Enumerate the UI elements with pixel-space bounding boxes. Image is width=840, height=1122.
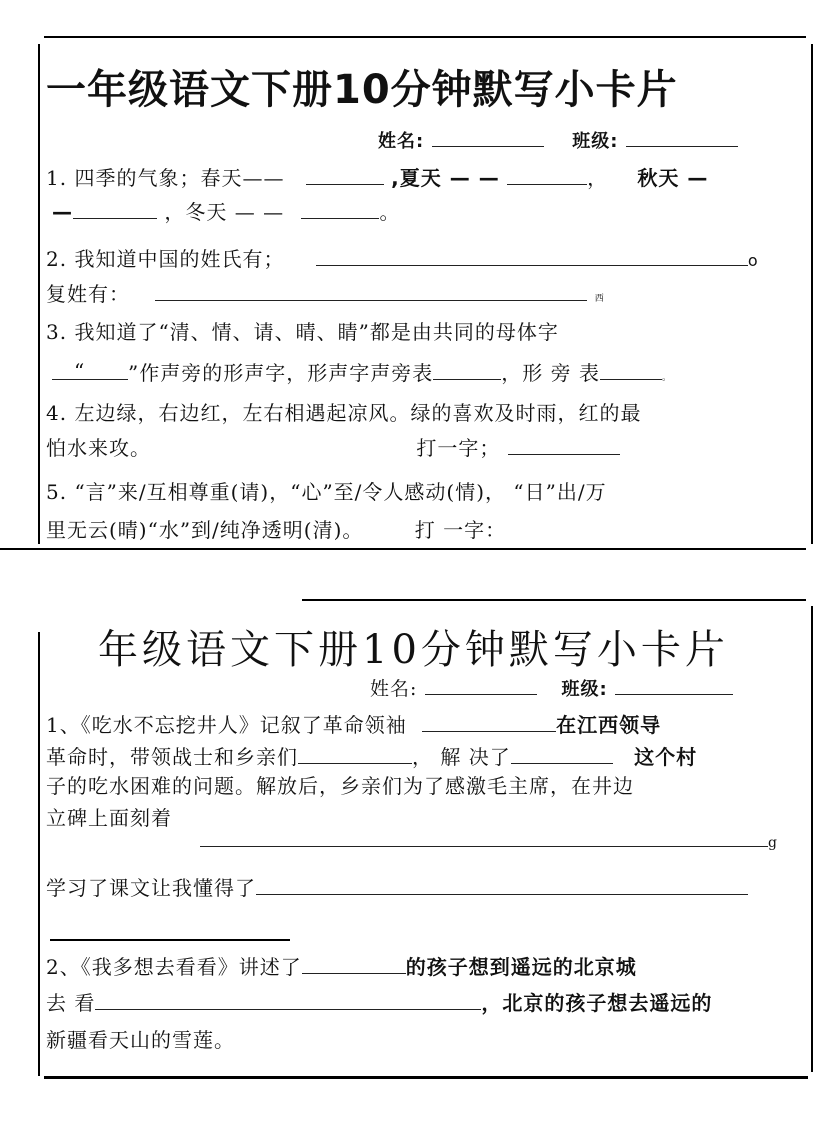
q1-summer-blank[interactable] — [507, 166, 587, 185]
q5-text: 里无云(晴)“水”到/纯净透明(清)。 — [46, 518, 364, 542]
q1-learned-label: 学习了课文让我懂得了 — [46, 876, 256, 900]
class-label: 班级: — [561, 679, 608, 700]
q3-form-blank[interactable] — [600, 361, 662, 380]
card1-q4-line1: 4. 左边绿，右边红，左右相遇起凉风。绿的喜欢及时雨，红的最 — [46, 401, 642, 425]
card1-q5-line2 — [46, 514, 506, 543]
guess-label: 打 一字： — [414, 518, 507, 542]
q4-answer-blank[interactable] — [508, 436, 620, 455]
card2-q2-line2 — [46, 987, 712, 1016]
name-blank[interactable] — [432, 128, 544, 147]
q1-text-bold: 这个村 — [634, 745, 698, 769]
name-blank[interactable] — [425, 676, 537, 695]
dash: — — [52, 200, 73, 224]
q3-form-label: ，形 旁 表 — [501, 361, 600, 385]
end-mark: g — [768, 835, 778, 851]
q2-see-blank[interactable] — [95, 991, 481, 1010]
q3-sound-blank[interactable] — [433, 361, 501, 380]
card1-q3-line1: 3. 我知道了“清、情、请、晴、睛”都是由共同的母体字 — [46, 320, 559, 344]
q2-text-bold: ，北京的孩子想去遥远的 — [481, 991, 713, 1015]
q2-text: 2、《我多想去看看》讲述了 — [46, 955, 302, 979]
q2-text-bold: 的孩子想到遥远的北京城 — [405, 955, 637, 979]
q1-learned-blank[interactable] — [256, 876, 748, 895]
q1-text: 革命时，带领战士和乡亲们 — [46, 745, 298, 769]
card1-bottom-border — [0, 548, 806, 550]
q1-text: 1、《吃水不忘挖井人》记叙了革命领袖 — [46, 713, 407, 737]
card1-q5-line1: 5. “言”来/互相尊重(请)，“心”至/令人感动(情)， “日”出/万 — [46, 480, 607, 504]
guess-label: 打一字； — [416, 436, 501, 460]
card1-title: 一年级语文下册10分钟默写小卡片 — [46, 67, 678, 113]
class-blank[interactable] — [615, 676, 733, 695]
quote-open: “ — [74, 359, 86, 383]
q3-text: ”作声旁的形声字，形声字声旁表 — [128, 361, 434, 385]
q1-text: ， 解 决了 — [412, 745, 511, 769]
q1-action-blank[interactable] — [298, 745, 412, 764]
name-label: 姓名: — [370, 678, 418, 700]
q2-text: 去 看 — [46, 991, 96, 1015]
end-mark: o — [747, 251, 759, 270]
q1-text: 1. 四季的气象；春天—— — [46, 166, 285, 190]
card1-q2-line2 — [46, 278, 605, 307]
period: 。 — [379, 200, 401, 224]
class-label: 班级: — [572, 131, 619, 152]
card2-q1-line5 — [200, 828, 778, 852]
q2-surnames-blank[interactable] — [316, 247, 748, 266]
q1-winter-label: ，冬天 — — — [164, 200, 285, 224]
card2-right-border — [811, 606, 813, 1072]
q2-region-blank[interactable] — [302, 955, 406, 974]
mark: 西 — [594, 294, 605, 304]
card2-q1-line1 — [46, 709, 661, 738]
card1-name-class-row — [378, 127, 738, 153]
name-label: 姓名: — [378, 131, 425, 152]
class-blank[interactable] — [626, 128, 738, 147]
q1-inscription-blank[interactable] — [200, 828, 768, 847]
q1-autumn-blank[interactable] — [73, 200, 157, 219]
card2-title: 年级语文下册10分钟默写小卡片 — [98, 627, 729, 673]
card2-q1-line6 — [46, 872, 748, 901]
q1-leader-blank[interactable] — [422, 713, 556, 732]
q1-text-bold: 在江西领导 — [556, 713, 662, 737]
card1-q1-line1 — [46, 162, 708, 191]
q3-root-blank[interactable] — [52, 359, 128, 383]
end-mark: 。 — [661, 373, 672, 383]
card1-q1-line2 — [52, 196, 400, 225]
card2-q2-line1 — [46, 951, 637, 980]
q1-summer-label: ,夏天 — — — [391, 166, 500, 190]
card1-q4-line2 — [46, 432, 620, 461]
q2-text: 2. 我知道中国的姓氏有； — [46, 247, 285, 271]
q2-compound-blank[interactable] — [155, 282, 587, 301]
card1-q3-line2 — [52, 357, 672, 386]
card2-q1-line3: 子的吃水困难的问题。解放后，乡亲们为了感激毛主席，在井边 — [46, 774, 634, 798]
card2-name-class-row — [370, 674, 733, 701]
q1-winter-blank[interactable] — [301, 200, 379, 219]
q2-compound-label: 复姓有： — [46, 282, 130, 306]
card2-q2-line3: 新疆看天山的雪莲。 — [46, 1028, 235, 1052]
card1-q2-line1 — [46, 243, 759, 272]
card2-q1-line2 — [46, 741, 697, 770]
card1-right-border — [811, 44, 813, 544]
card2-left-border — [38, 632, 40, 1076]
card2-bottom-border — [44, 1076, 808, 1079]
q1-learned-blank-continued[interactable] — [50, 939, 290, 941]
card2-q1-line4: 立碑上面刻着 — [46, 806, 172, 830]
comma: ， — [587, 166, 609, 190]
card2-top-border — [302, 599, 806, 601]
q1-solved-blank[interactable] — [511, 745, 613, 764]
q1-autumn-label: 秋天 — — [637, 166, 709, 190]
card1-left-border — [38, 44, 40, 544]
card1-top-border — [44, 36, 806, 38]
q4-text: 怕水来攻。 — [46, 436, 151, 460]
q1-spring-blank[interactable] — [306, 166, 384, 185]
